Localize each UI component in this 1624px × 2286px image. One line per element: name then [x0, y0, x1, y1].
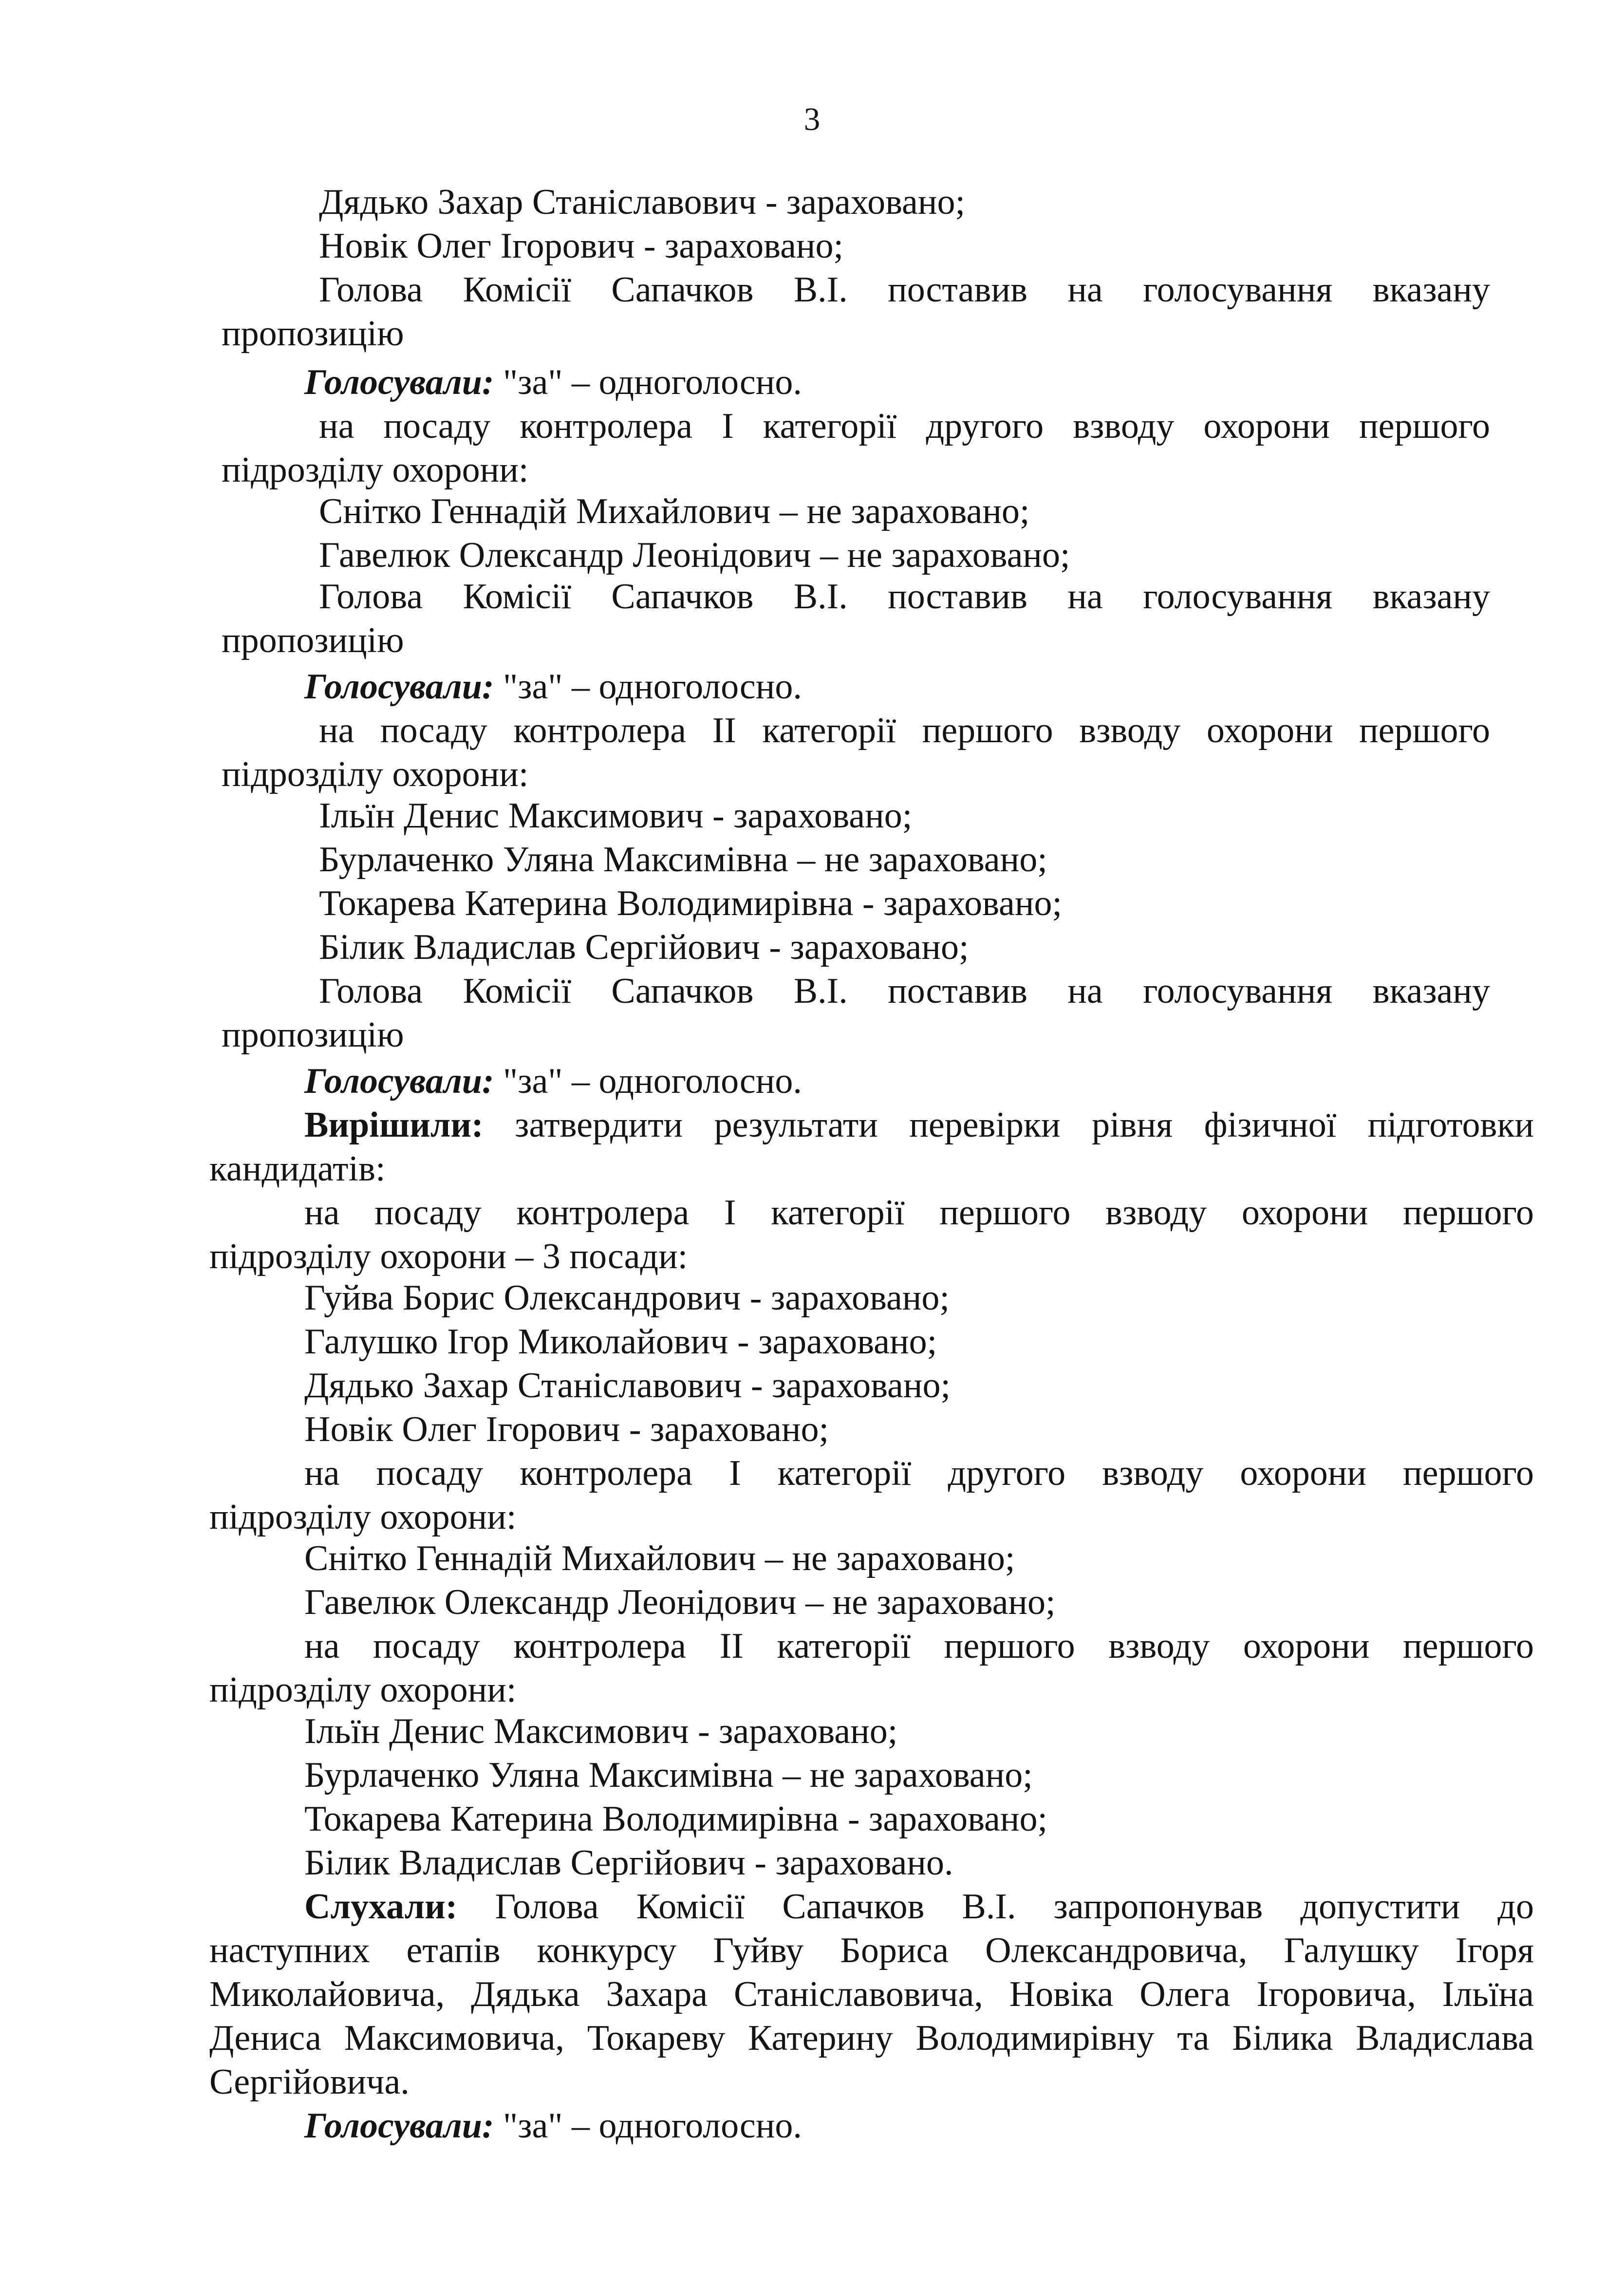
- text-line: [319, 969, 1490, 1013]
- text-line: [304, 1364, 951, 1407]
- text-line: [304, 1276, 950, 1320]
- paragraph-lead-label: Голосували:: [304, 362, 494, 402]
- line-text: Новік Олег Ігорович - зараховано;: [319, 226, 844, 266]
- text-line: [209, 2060, 410, 2104]
- text-line: [304, 1624, 1534, 1668]
- line-text: Дядько Захар Станіславович - зараховано;: [319, 182, 966, 222]
- line-text: Новік Олег Ігорович - зараховано;: [304, 1409, 829, 1449]
- line-text: Гавелюк Олександр Леонідович – не зараховано;: [319, 535, 1070, 575]
- text-line: [319, 575, 1490, 618]
- line-text: Білик Владислав Сергійович - зараховано.: [304, 1843, 953, 1883]
- line-text: "за" – одноголосно.: [494, 2106, 802, 2146]
- text-line: [304, 1709, 897, 1753]
- line-text: на посаду контролера І категорії першого взводу охорони першого: [304, 1193, 1534, 1233]
- line-text: кандидатів:: [209, 1149, 386, 1189]
- text-line: [319, 709, 1490, 752]
- text-line: [209, 1495, 516, 1539]
- line-text: Снітко Геннадій Михайлович – не зараховано;: [319, 491, 1030, 531]
- text-line: [319, 794, 912, 838]
- text-line: [304, 1320, 937, 1364]
- text-line: [209, 1972, 1534, 2016]
- paragraph-lead-label: Голосували:: [304, 667, 494, 707]
- line-text: підрозділу охорони:: [209, 1670, 517, 1710]
- text-line: [304, 665, 802, 709]
- text-line: [319, 838, 1047, 881]
- text-line: [222, 312, 404, 356]
- line-text: підрозділу охорони:: [209, 1497, 517, 1537]
- text-line: [319, 533, 1070, 577]
- line-text: затвердити результати перевірки рівня фізичної підготовки: [483, 1105, 1534, 1145]
- line-text: наступних етапів конкурсу Гуйву Бориса Олександровича, Галушку Ігоря: [209, 1930, 1534, 1970]
- text-line: [304, 1885, 1534, 1929]
- text-line: [304, 1753, 1033, 1797]
- text-line: [222, 618, 404, 662]
- paragraph-lead-label: Слухали:: [304, 1887, 458, 1927]
- line-text: Токарева Катерина Володимирівна - зараховано;: [319, 883, 1063, 923]
- line-text: підрозділу охорони – 3 посади:: [209, 1237, 688, 1276]
- text-line: [319, 268, 1490, 312]
- line-text: Голова Комісії Сапачков В.І. поставив на голосування вказану: [319, 971, 1490, 1011]
- line-text: "за" – одноголосно.: [494, 362, 802, 402]
- text-line: [319, 489, 1029, 533]
- line-text: Дядько Захар Станіславович - зараховано;: [304, 1366, 951, 1405]
- line-text: Миколайовича, Дядька Захара Станіславовича, Новіка Олега Ігоровича, Ільїна: [209, 1974, 1534, 2014]
- line-text: "за" – одноголосно.: [494, 667, 802, 707]
- line-text: підрозділу охорони:: [222, 754, 529, 794]
- text-line: [304, 360, 802, 404]
- paragraph-lead-label: Вирішили:: [304, 1105, 484, 1145]
- text-line: [304, 1103, 1534, 1147]
- text-line: [209, 1929, 1534, 1972]
- text-line: [209, 1668, 516, 1712]
- line-text: Снітко Геннадій Михайлович – не зараховано;: [304, 1538, 1015, 1578]
- line-text: Токарева Катерина Володимирівна - зараховано;: [304, 1799, 1048, 1839]
- line-text: Гуйва Борис Олександрович - зараховано;: [304, 1278, 950, 1318]
- line-text: Голова Комісії Сапачков В.І. поставив на голосування вказану: [319, 577, 1490, 617]
- text-line: [319, 925, 969, 969]
- text-line: [304, 1191, 1534, 1235]
- line-text: Гавелюк Олександр Леонідович – не зараховано;: [304, 1582, 1056, 1622]
- text-line: [209, 1147, 386, 1191]
- page-number: 3: [803, 101, 821, 137]
- line-text: Голова Комісії Сапачков В.І. запропонував допустити до: [457, 1887, 1534, 1927]
- line-text: на посаду контролера ІІ категорії першого взводу охорони першого: [304, 1626, 1534, 1666]
- paragraph-lead-label: Голосували:: [304, 2106, 494, 2146]
- line-text: підрозділу охорони:: [222, 450, 529, 490]
- paragraph-lead-label: Голосували:: [304, 1061, 494, 1101]
- text-line: [304, 1536, 1015, 1580]
- line-text: на посаду контролера І категорії другого взводу охорони першого: [304, 1453, 1534, 1493]
- text-line: [222, 752, 528, 796]
- line-text: Галушко Ігор Миколайович - зараховано;: [304, 1322, 937, 1362]
- line-text: Ільїн Денис Максимович - зараховано;: [304, 1711, 898, 1751]
- line-text: пропозицію: [222, 314, 404, 354]
- line-text: Білик Владислав Сергійович - зараховано;: [319, 927, 969, 967]
- text-line: [209, 2016, 1534, 2060]
- text-line: [304, 1451, 1534, 1495]
- text-line: [304, 2104, 802, 2148]
- line-text: пропозицію: [222, 1015, 404, 1055]
- text-line: [209, 1235, 688, 1278]
- line-text: пропозицію: [222, 620, 404, 660]
- line-text: Ільїн Денис Максимович - зараховано;: [319, 796, 913, 836]
- text-line: [304, 1797, 1047, 1841]
- line-text: Дениса Максимовича, Токареву Катерину Володимирівну та Білика Владислава: [209, 2018, 1534, 2058]
- text-line: [304, 1407, 829, 1451]
- text-line: [319, 404, 1490, 448]
- text-line: [319, 881, 1062, 925]
- line-text: "за" – одноголосно.: [494, 1061, 802, 1101]
- text-line: [222, 448, 528, 492]
- text-line: [319, 224, 843, 268]
- text-line: [304, 1580, 1056, 1624]
- text-line: [304, 1841, 953, 1885]
- text-line: [222, 1013, 404, 1057]
- line-text: Бурлаченко Уляна Максимівна – не зараховано;: [319, 840, 1047, 880]
- text-line: [319, 180, 965, 224]
- line-text: на посаду контролера І категорії другого взводу охорони першого: [319, 406, 1490, 446]
- line-text: Бурлаченко Уляна Максимівна – не зараховано;: [304, 1755, 1033, 1795]
- text-line: [304, 1059, 802, 1103]
- line-text: Голова Комісії Сапачков В.І. поставив на голосування вказану: [319, 270, 1490, 310]
- line-text: на посаду контролера ІІ категорії першого взводу охорони першого: [319, 711, 1490, 750]
- line-text: Сергійовича.: [209, 2062, 410, 2102]
